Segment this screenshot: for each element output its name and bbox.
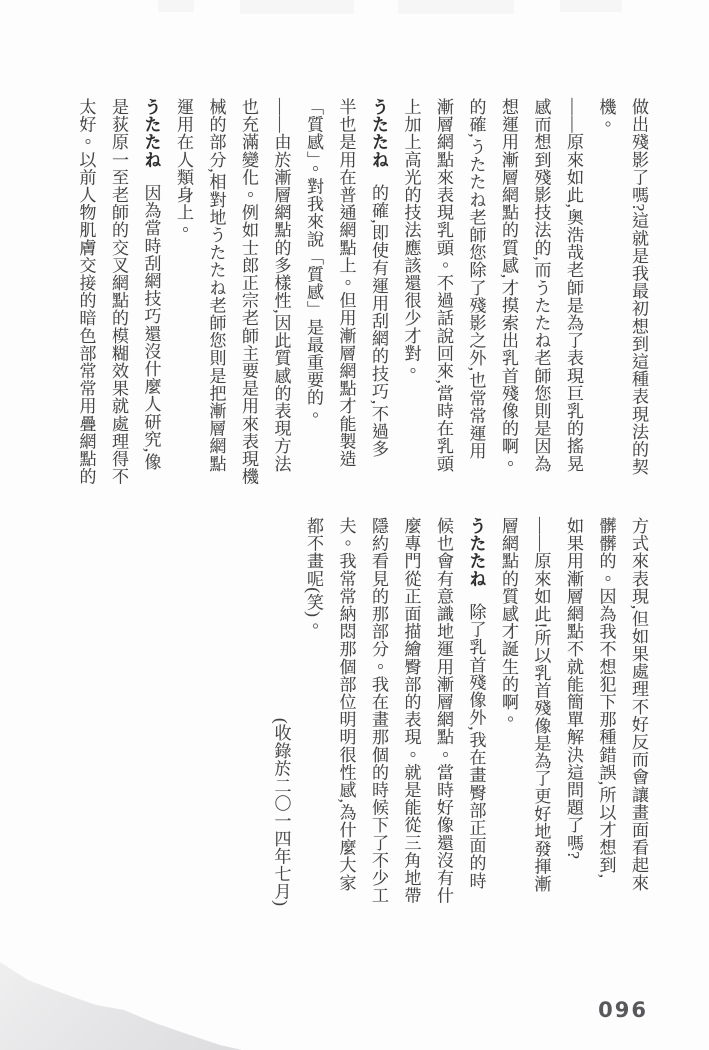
page-number: 096 (598, 998, 648, 1022)
text-column: 太好。以前人物肌膚交接的暗色部常常用疊網點的 (76, 98, 96, 486)
text-column: 髒髒的。因為我不想犯下那種錯誤,所以才想到, (596, 517, 616, 879)
scan-artifact (560, 0, 622, 12)
text-column: 如果用漸層網點不就能簡單解決這問題了嗎? (564, 517, 583, 860)
speaker-name: うたたね (141, 98, 161, 169)
text-column: 想運用漸層網點的質感,才摸索出乳首殘像的啊。 (499, 98, 518, 473)
scan-artifact (398, 0, 514, 14)
text-column: 層網點的質感才誕生的啊。 (499, 517, 518, 729)
text-column: 隱約看見的那部分。我在畫那個的時候下了不少工 (369, 517, 388, 905)
text-column: 麼專門從正面描繪臀部的表現。就是能從三角地帶 (401, 517, 421, 905)
text-column (362, 98, 395, 488)
text-column: 候也會有意識地運用漸層網點。當時好像還沒有什 (434, 517, 453, 905)
text-column: 也充滿變化。例如士郎正宗老師主要是用來表現機 (239, 98, 258, 486)
text-column: ——原來如此!所以乳首殘像是為了更好地發揮漸 (531, 517, 551, 893)
text-column: 漸層網點來表現乳頭。不過話說回來,當時在乳頭 (434, 98, 453, 473)
text-column: 的確,うたたね老師您除了殘影之外,也常常運用 (466, 98, 486, 460)
text-column: 「質感」。對我來說「質感」是最重要的。 (304, 98, 323, 424)
speaker-name: うたたね (466, 517, 486, 588)
text-column: 感而想到殘影技法的,而うたたね老師您則是因為 (531, 98, 551, 473)
text-column: 夫。我常常納悶那個部位明明很性感,為什麼大家 (336, 517, 356, 892)
text-column: 方式來表現,但如果處理不好反而會讓畫面看起來 (629, 517, 648, 892)
speaker-name: うたたね (369, 98, 388, 169)
page-corner-fold-shadow (0, 960, 242, 1050)
scan-artifact (240, 0, 354, 14)
dialogue-text: 除了乳首殘像外,我在畫臀部正面的時 (466, 603, 486, 890)
text-band-bottom (264, 517, 654, 907)
text-column: 運用在人類身上。 (174, 98, 193, 239)
text-column: 都不畫呢(笑)。 (304, 517, 323, 636)
text-column: 械的部分,相對地うたたね老師您則是把漸層網點 (206, 98, 226, 473)
text-column: 是荻原一至老師的交叉網點的模糊效果就處理得不 (109, 98, 128, 486)
scan-artifact (158, 0, 194, 12)
text-column: 半也是用在普通網點上。但用漸層網點才能製造 (336, 98, 356, 468)
text-column: 做出殘影了嗎?這就是我最初想到這種表現法的契 (629, 98, 648, 476)
dialogue-text: 因為當時刮網技巧還沒什麼人研究,像 (141, 184, 161, 471)
dialogue-text: 的確,即使有運用刮網的技巧,不過多 (369, 184, 388, 459)
text-column: 機。 (596, 98, 616, 134)
text-column: ——原來如此,奧浩哉老師是為了表現巨乳的搖晃 (564, 98, 583, 473)
text-column (134, 98, 167, 488)
text-column: (收錄於二〇一四年七月) (271, 718, 291, 907)
text-column: ——由於漸層網點的多樣性,因此質感的表現方法 (271, 98, 291, 473)
text-column: 上加上高光的技法應該還很少才對。 (401, 98, 421, 380)
text-column (459, 517, 492, 907)
text-band-top (69, 98, 654, 488)
